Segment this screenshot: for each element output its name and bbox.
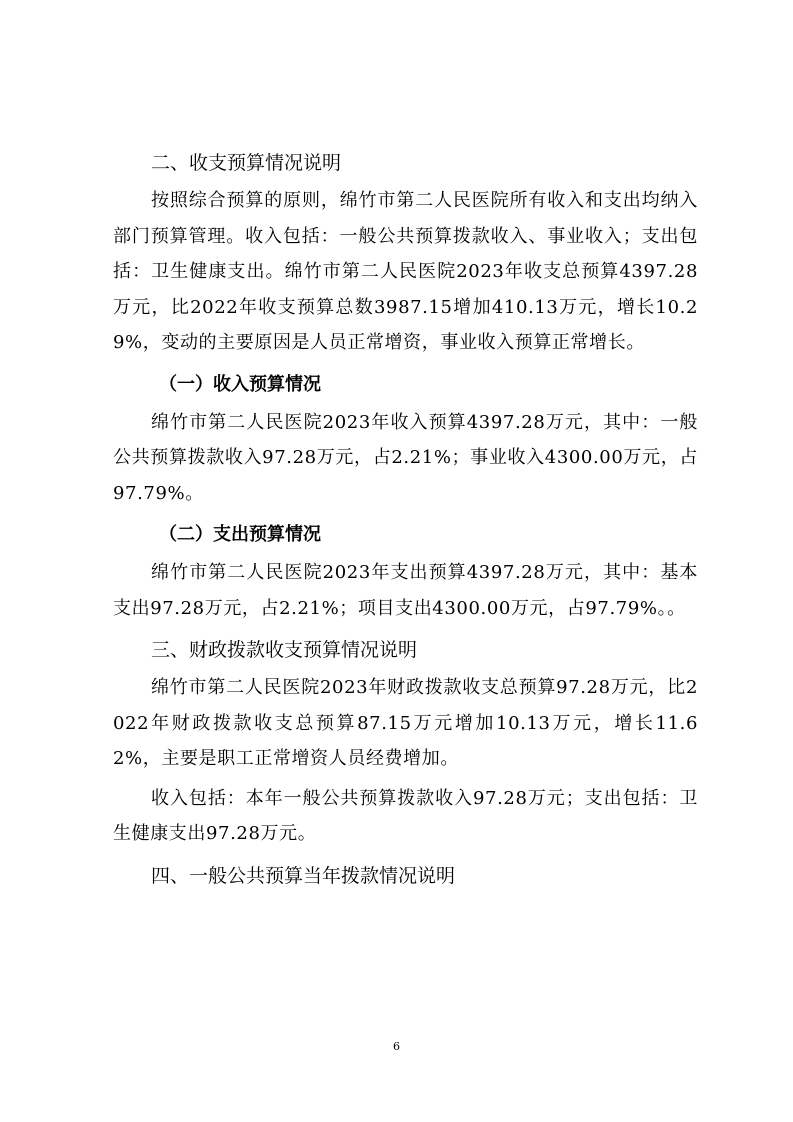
expense-budget-paragraph: 绵竹市第二人民医院2023年支出预算4397.28万元，其中：基本支出97.28万元，占2.21%；项目支出4300.00万元，占97.79%。。	[113, 562, 698, 619]
section-4-heading: 四、一般公共预算当年拨款情况说明	[151, 864, 456, 887]
section-3-heading: 三、财政拨款收支预算情况说明	[151, 639, 418, 661]
income-budget-paragraph: 绵竹市第二人民医院2023年收入预算4397.28万元，其中：一般公共预算拨款收入97.28万元，占2.21%；事业收入4300.00万元，占97.79%。	[113, 411, 698, 504]
section-2-paragraph: 按照综合预算的原则，绵竹市第二人民医院所有收入和支出均纳入部门预算管理。收入包括：一般公共预算拨款收入、事业收入；支出包括：卫生健康支出。绵竹市第二人民医院2023年收支总预算4397.28万元，比2022年收支预算总数3987.15增加410.13万元，增长10.29%，变动的主要原因是人员正常增资，事业收入预算正常增长。	[113, 190, 698, 353]
section-3-paragraph-2: 收入包括：本年一般公共预算拨款收入97.28万元；支出包括：卫生健康支出97.28万元。	[113, 787, 698, 844]
page-number: 6	[393, 1040, 400, 1053]
document-body	[113, 143, 698, 896]
section-2-heading: 二、收支预算情况说明	[151, 152, 342, 174]
expense-budget-heading: （二）支出预算情况	[159, 524, 321, 545]
income-budget-heading: （一）收入预算情况	[159, 373, 321, 395]
section-3-paragraph-1: 绵竹市第二人民医院2023年财政拨款收支总预算97.28万元，比2022年财政拨款收支总预算87.15万元增加10.13万元，增长11.62%，主要是职工正常增资人员经费增加。	[113, 677, 698, 769]
